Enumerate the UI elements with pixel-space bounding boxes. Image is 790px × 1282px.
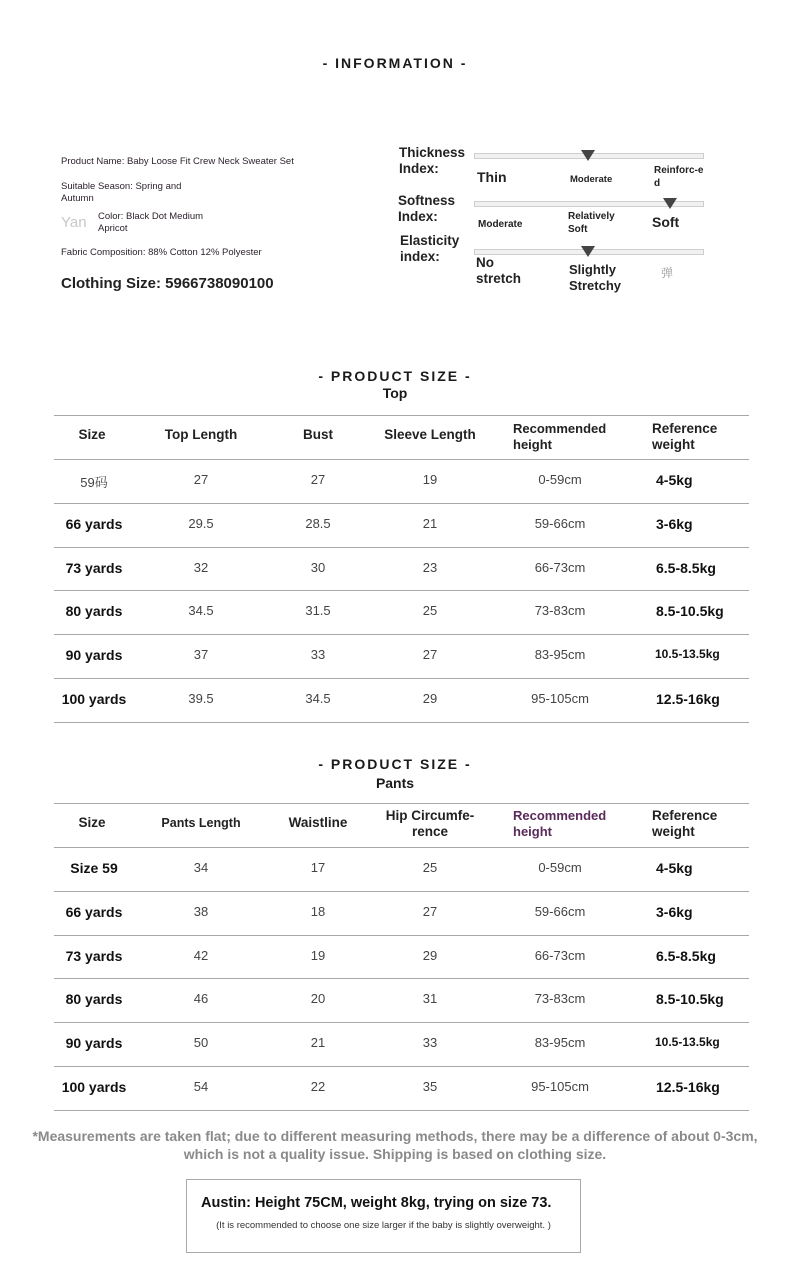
table-cell: 80 yards: [65, 603, 123, 620]
table-cell: 21: [310, 1035, 326, 1051]
table-rule: [54, 803, 749, 804]
table-cell: 0-59cm: [538, 471, 582, 487]
table-cell: 73-83cm: [534, 603, 586, 619]
table-cell: 6.5-8.5kg: [656, 947, 716, 964]
table-cell: 29: [422, 947, 438, 963]
table-cell: 27: [422, 903, 438, 919]
table-rule: [54, 1022, 749, 1023]
table-cell: 73 yards: [65, 559, 123, 576]
suitable-season: Suitable Season: Spring and Autumn: [61, 181, 182, 204]
column-header: Size: [78, 815, 106, 830]
softness-scale-soft: Soft: [652, 214, 680, 230]
table-cell: 80 yards: [65, 991, 123, 1008]
thickness-marker-icon: [581, 150, 595, 161]
table-cell: 90 yards: [65, 1035, 123, 1052]
pants-size-title: - PRODUCT SIZE -: [318, 756, 472, 772]
table-cell: 59码: [80, 474, 108, 490]
model-info-line: Austin: Height 75CM, weight 8kg, trying on size 73.: [201, 1195, 552, 1211]
elasticity-scale-slightly-stretchy: Slightly Stretchy: [569, 262, 622, 293]
table-cell: 19: [310, 947, 326, 963]
table-rule: [54, 1110, 749, 1111]
table-cell: 31.5: [305, 603, 331, 619]
table-cell: 19: [422, 471, 438, 487]
softness-index-label: Softness Index:: [398, 193, 456, 224]
column-header: Recommended height: [513, 808, 607, 839]
column-header: Pants Length: [161, 816, 241, 830]
column-header: Bust: [303, 427, 333, 442]
table-rule: [54, 459, 749, 460]
table-cell: 21: [422, 515, 438, 531]
clothing-size: Clothing Size: 5966738090100: [61, 275, 274, 292]
table-cell: 33: [310, 647, 326, 663]
table-cell: 3-6kg: [656, 903, 693, 920]
table-cell: 27: [422, 647, 438, 663]
table-rule: [54, 978, 749, 979]
table-cell: 38: [193, 903, 209, 919]
column-header: Waistline: [288, 815, 348, 830]
thickness-scale-thin: Thin: [477, 169, 507, 185]
table-cell: 22: [310, 1078, 326, 1094]
column-header: Hip Circumfe-rence: [385, 808, 475, 839]
table-cell: 23: [422, 559, 438, 575]
table-cell: 100 yards: [61, 690, 127, 707]
table-cell: 66 yards: [65, 515, 123, 532]
table-cell: 18: [310, 903, 326, 919]
table-cell: 54: [193, 1078, 209, 1094]
table-cell: 4-5kg: [656, 859, 693, 876]
information-title: - INFORMATION -: [322, 55, 468, 71]
table-cell: 31: [422, 991, 438, 1007]
table-cell: 27: [310, 471, 326, 487]
color-info: Color: Black Dot Medium Apricot: [98, 211, 204, 234]
table-cell: 35: [422, 1078, 438, 1094]
column-header: Reference weight: [652, 421, 718, 452]
table-cell: 66-73cm: [534, 947, 586, 963]
table-cell: 46: [193, 991, 209, 1007]
top-size-title: - PRODUCT SIZE -: [318, 368, 472, 384]
table-cell: 73 yards: [65, 947, 123, 964]
fabric-composition: Fabric Composition: 88% Cotton 12% Polyester: [61, 247, 262, 258]
table-cell: 28.5: [305, 515, 331, 531]
table-cell: 73-83cm: [534, 991, 586, 1007]
model-info-box: [186, 1179, 581, 1253]
table-cell: 27: [193, 471, 209, 487]
table-cell: 34.5: [188, 603, 214, 619]
elasticity-scale-high: 弹: [661, 266, 674, 280]
model-recommendation: (It is recommended to choose one size larger if the baby is slightly overweight. ): [216, 1220, 551, 1231]
table-cell: 83-95cm: [534, 647, 586, 663]
softness-marker-icon: [663, 198, 677, 209]
table-cell: 66-73cm: [534, 559, 586, 575]
table-rule: [54, 1066, 749, 1067]
table-cell: 59-66cm: [534, 903, 586, 919]
measurement-note: *Measurements are taken flat; due to different measuring methods, there may be a difference of about 0-3cm, which is not a quality issue. Shipping is based on clothing size.: [32, 1128, 758, 1162]
table-cell: Size 59: [70, 859, 118, 876]
table-cell: 10.5-13.5kg: [655, 1035, 720, 1050]
table-cell: 29: [422, 690, 438, 706]
column-header: Sleeve Length: [384, 427, 476, 442]
table-cell: 8.5-10.5kg: [656, 991, 724, 1008]
table-cell: 37: [193, 647, 209, 663]
table-cell: 12.5-16kg: [656, 1078, 720, 1095]
table-rule: [54, 678, 749, 679]
table-rule: [54, 722, 749, 723]
table-cell: 90 yards: [65, 647, 123, 664]
table-cell: 59-66cm: [534, 515, 586, 531]
table-rule: [54, 634, 749, 635]
softness-scale-relatively-soft: Relatively Soft: [568, 211, 615, 235]
table-rule: [54, 847, 749, 848]
table-cell: 100 yards: [61, 1078, 127, 1095]
table-rule: [54, 415, 749, 416]
thickness-index-label: Thickness Index:: [399, 145, 466, 176]
table-cell: 29.5: [188, 515, 214, 531]
table-rule: [54, 935, 749, 936]
table-cell: 34.5: [305, 690, 331, 706]
column-header: Top Length: [164, 427, 238, 442]
product-name: Product Name: Baby Loose Fit Crew Neck Sweater Set: [61, 156, 294, 167]
table-cell: 8.5-10.5kg: [656, 603, 724, 620]
table-cell: 42: [193, 947, 209, 963]
table-cell: 25: [422, 603, 438, 619]
table-cell: 4-5kg: [656, 471, 693, 488]
watermark-text: Yan: [61, 214, 87, 231]
table-cell: 95-105cm: [531, 1078, 589, 1094]
table-cell: 10.5-13.5kg: [655, 647, 720, 662]
table-cell: 17: [310, 859, 326, 875]
table-cell: 12.5-16kg: [656, 690, 720, 707]
table-rule: [54, 590, 749, 591]
column-header: Reference weight: [652, 808, 718, 839]
table-cell: 0-59cm: [538, 859, 582, 875]
thickness-scale-reinforced: Reinforc-ed: [654, 165, 704, 189]
table-cell: 3-6kg: [656, 515, 693, 532]
table-cell: 95-105cm: [531, 690, 589, 706]
column-header: Recommended height: [513, 421, 607, 452]
table-rule: [54, 891, 749, 892]
table-cell: 34: [193, 859, 209, 875]
pants-size-subtitle: Pants: [375, 775, 415, 791]
elasticity-marker-icon: [581, 246, 595, 257]
table-cell: 32: [193, 559, 209, 575]
table-cell: 6.5-8.5kg: [656, 559, 716, 576]
column-header: Size: [78, 427, 106, 442]
table-cell: 66 yards: [65, 903, 123, 920]
table-rule: [54, 503, 749, 504]
table-cell: 39.5: [188, 690, 214, 706]
table-cell: 30: [310, 559, 326, 575]
thickness-scale-moderate: Moderate: [570, 174, 613, 185]
table-cell: 50: [193, 1035, 209, 1051]
table-cell: 33: [422, 1035, 438, 1051]
elasticity-scale-no-stretch: No stretch: [476, 255, 522, 286]
elasticity-index-label: Elasticity index:: [400, 233, 460, 264]
softness-scale-moderate: Moderate: [478, 219, 523, 230]
table-cell: 20: [310, 991, 326, 1007]
table-cell: 25: [422, 859, 438, 875]
table-cell: 83-95cm: [534, 1035, 586, 1051]
table-rule: [54, 547, 749, 548]
top-size-subtitle: Top: [382, 385, 408, 401]
